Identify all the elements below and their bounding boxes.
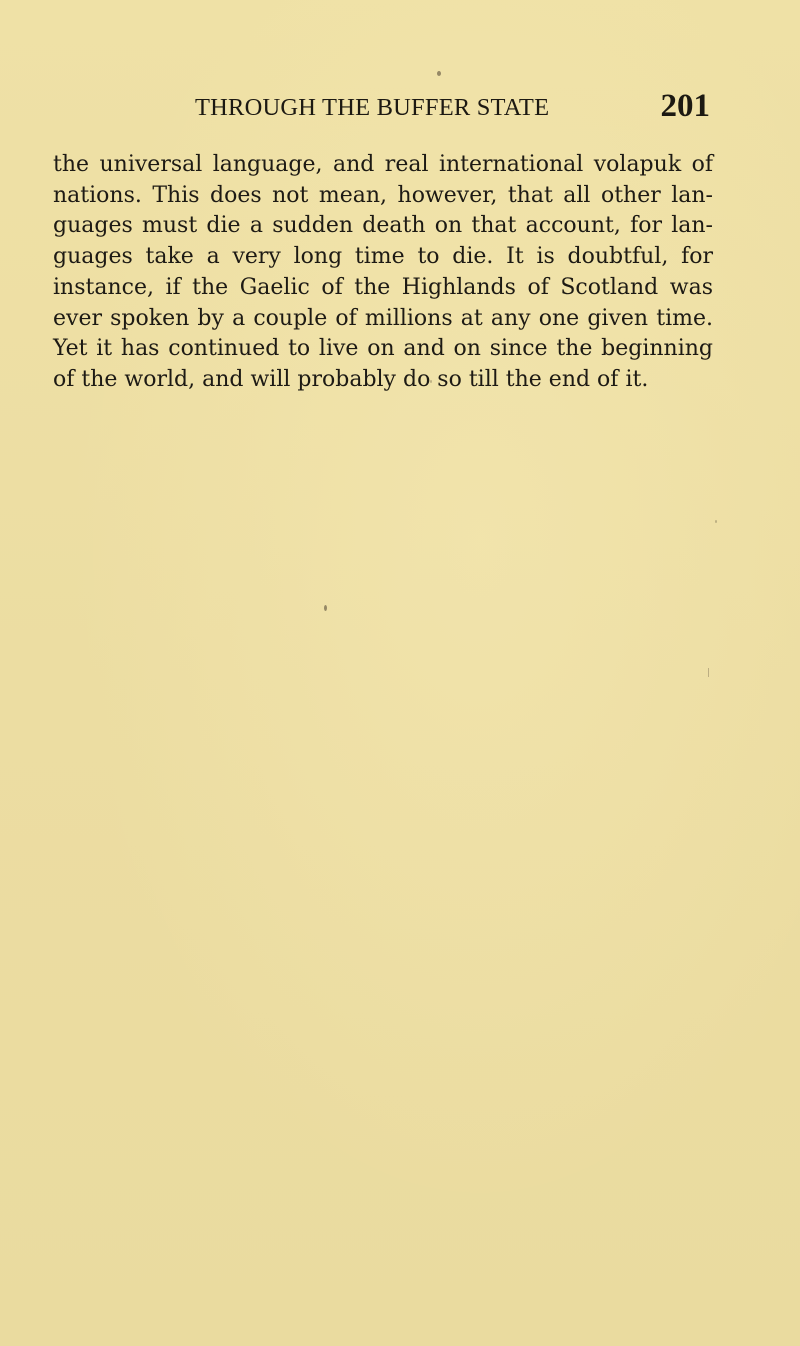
page-number: 201	[660, 88, 710, 124]
paper-speck	[324, 605, 327, 611]
text-line: guages must die a sudden death on that account, for lan-	[53, 213, 713, 239]
text-line: Yet it has continued to live on and on since the beginning	[53, 336, 713, 362]
paper-speck	[430, 380, 432, 383]
running-title: THROUGH THE BUFFER STATE	[195, 94, 550, 121]
text-line: the universal language, and real international volapuk of	[53, 152, 713, 177]
running-head	[195, 88, 710, 132]
text-line: ever spoken by a couple of millions at any one given time.	[53, 305, 713, 331]
paper-speck	[708, 668, 709, 677]
paper-speck	[437, 71, 441, 76]
text-line: of the world, and will probably do so till the end of it.	[53, 366, 649, 392]
body-text	[53, 150, 713, 396]
text-line: guages take a very long time to die. It is doubtful, for	[53, 244, 713, 270]
paper-speck	[715, 520, 717, 523]
text-line: nations. This does not mean, however, that all other lan-	[53, 182, 713, 208]
text-line: instance, if the Gaelic of the Highlands of Scotland was	[53, 274, 713, 300]
